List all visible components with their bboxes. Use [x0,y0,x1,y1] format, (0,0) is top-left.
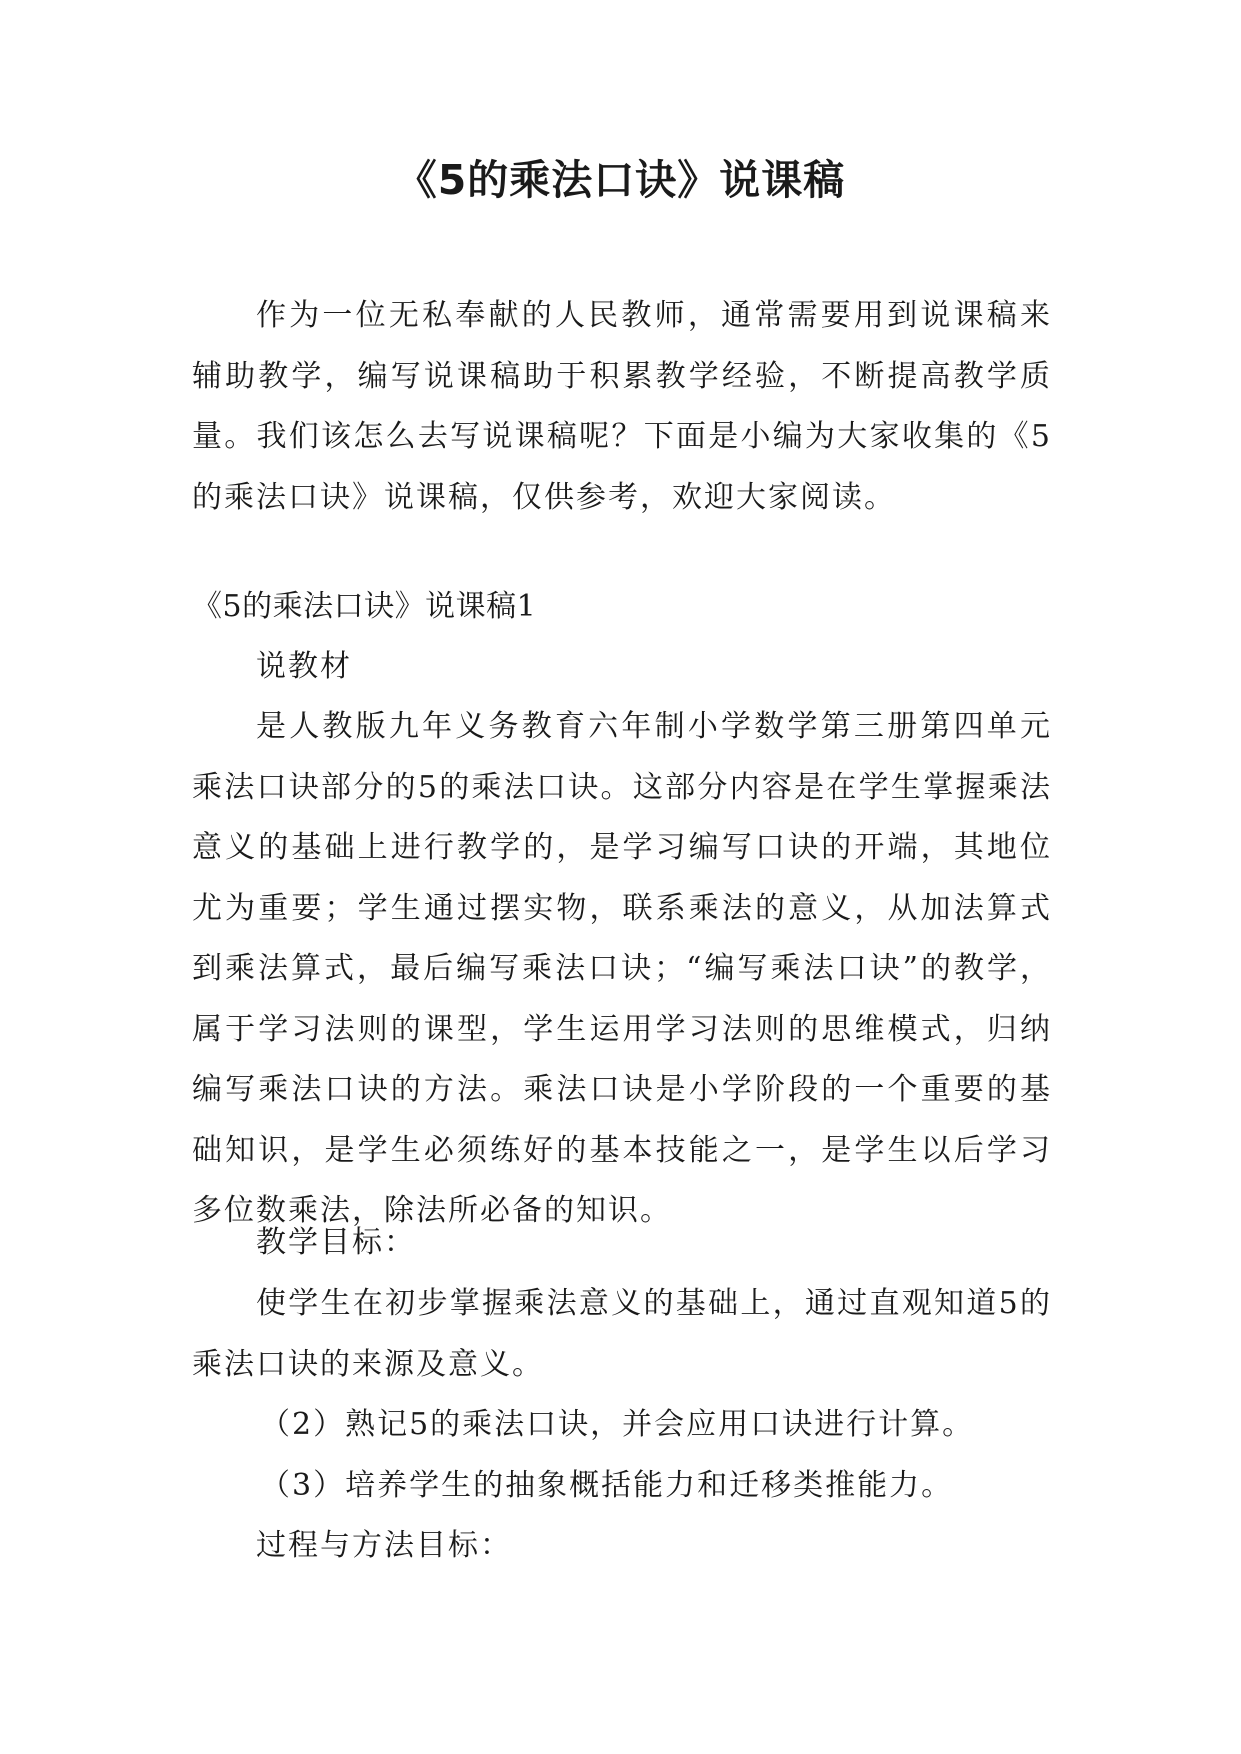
section-subtitle: 《5的乘法口诀》说课稿1 [192,589,537,624]
goal-paragraph-1: 使学生在初步掌握乘法意义的基础上，通过直观知道5的乘法口诀的来源及意义。 [192,1286,1052,1382]
goal-paragraph-2: （2）熟记5的乘法口诀，并会应用口诀进行计算。 [260,1407,975,1442]
document-title: 《5的乘法口诀》说课稿 [395,156,846,204]
heading-process-goals: 过程与方法目标： [256,1528,512,1563]
materials-paragraph: 是人教版九年义务教育六年制小学数学第三册第四单元乘法口诀部分的5的乘法口诀。这部分内容是在学生掌握乘法意义的基础上进行教学的，是学习编写口诀的开端，其地位尤为重要；学生通过摆实物，联系乘法的意义，从加法算式到乘法算式，最后编写乘法口诀；“编写乘法口诀”的教学，属于学习法则的课型，学生运用学习法则的思维模式，归纳编写乘法口诀的方法。乘法口诀是小学阶段的一个重要的基础知识，是学生必须练好的基本技能之一，是学生以后学习多位数乘法，除法所必备的知识。 [192,709,1052,1228]
intro-paragraph: 作为一位无私奉献的人民教师，通常需要用到说课稿来辅助教学，编写说课稿助于积累教学经验，不断提高教学质量。我们该怎么去写说课稿呢？下面是小编为大家收集的《5的乘法口诀》说课稿，仅供参考，欢迎大家阅读。 [192,298,1052,515]
heading-materials: 说教材 [256,649,352,684]
heading-teaching-goals: 教学目标： [256,1225,416,1260]
goal-paragraph-3: （3）培养学生的抽象概括能力和迁移类推能力。 [260,1468,954,1503]
